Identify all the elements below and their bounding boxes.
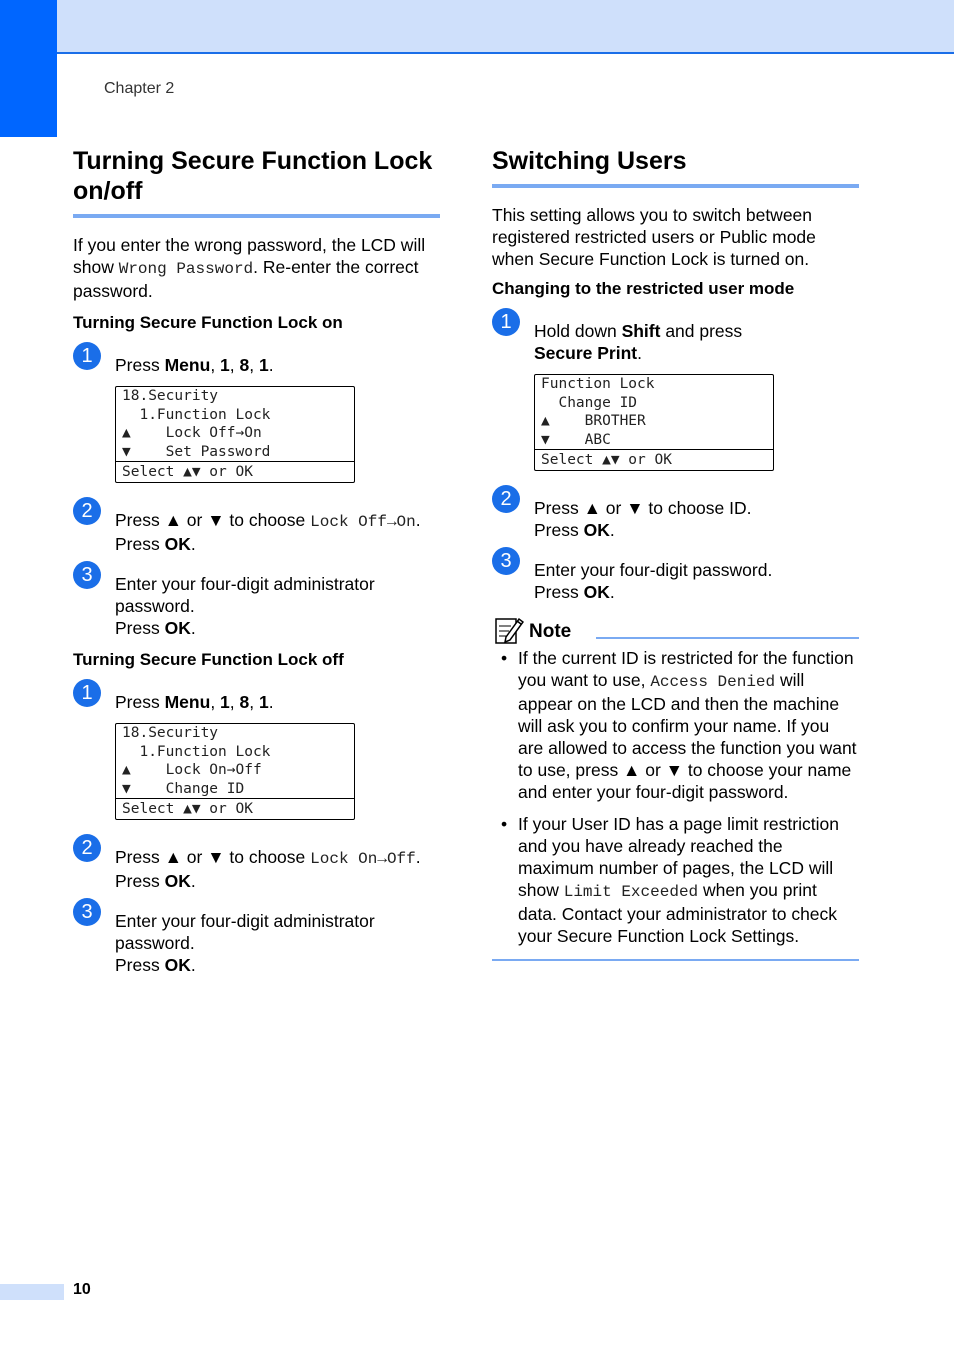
right-column xyxy=(492,146,859,961)
key-ok: OK xyxy=(164,534,191,554)
key-secure-print: Secure Print xyxy=(534,343,638,363)
step-end: . xyxy=(190,871,196,891)
note-list xyxy=(492,647,859,947)
key-ok: OK xyxy=(164,871,191,891)
note-item xyxy=(492,647,859,803)
lcd-row: Function Lock xyxy=(541,376,655,392)
step-off-2 xyxy=(73,837,440,892)
chapter-label: Chapter 2 xyxy=(104,80,175,97)
step-text: Enter your four-digit administrator password. xyxy=(115,574,375,616)
lcd-row: ▲ Lock On→Off xyxy=(122,762,262,778)
lcd-row: 1.Function Lock xyxy=(122,743,271,760)
key: 8 xyxy=(239,692,250,712)
step-end: . xyxy=(268,692,274,712)
key: 1 xyxy=(220,355,230,375)
note-box xyxy=(492,615,859,961)
step-text: Press xyxy=(115,534,165,554)
step-number: 2 xyxy=(73,497,101,525)
heading-restricted-mode: Changing to the restricted user mode xyxy=(492,279,795,298)
step-text: Press ▲ or ▼ to choose xyxy=(115,510,311,530)
step-number: 1 xyxy=(73,679,101,707)
left-column xyxy=(73,146,440,976)
step-text: Press ▲ or ▼ to choose ID. xyxy=(534,498,752,518)
step-on-1 xyxy=(73,345,440,376)
sep: , xyxy=(210,692,221,712)
note-text: If your User ID has a page limit restriction and you have already reached the maximum number of pages, the LCD will show xyxy=(518,814,839,900)
step-number: 1 xyxy=(73,342,101,370)
step-text: Press xyxy=(115,355,165,375)
lcd-row: ▲ BROTHER xyxy=(541,413,646,429)
lcd-row: Change ID xyxy=(541,394,638,411)
section-title-switching-users: Switching Users xyxy=(492,146,859,188)
note-end-rule xyxy=(492,959,859,961)
step-switch-2 xyxy=(492,488,859,541)
step-number: 3 xyxy=(73,561,101,589)
step-text: Press xyxy=(534,520,584,540)
section-title-lock-onoff: Turning Secure Function Lock on/off xyxy=(73,146,440,218)
note-text: If the current ID is restricted for the function you want to use, xyxy=(518,648,854,690)
lcd-row: 18.Security xyxy=(122,725,219,741)
step-text: Enter your four-digit password. xyxy=(534,560,773,580)
lcd-row: 1.Function Lock xyxy=(122,406,271,423)
key-ok: OK xyxy=(164,955,191,975)
lcd-display-switch xyxy=(534,374,774,471)
header-band xyxy=(0,0,954,54)
step-end: . xyxy=(190,955,196,975)
step-number: 1 xyxy=(492,308,520,336)
key: 8 xyxy=(239,355,250,375)
sep: , xyxy=(229,355,240,375)
note-rule xyxy=(596,637,859,639)
note-item xyxy=(492,813,859,947)
step-end: . xyxy=(609,520,615,540)
key-ok: OK xyxy=(164,618,191,638)
heading-lock-on: Turning Secure Function Lock on xyxy=(73,313,343,332)
lcd-display-off xyxy=(115,723,355,820)
step-number: 3 xyxy=(492,547,520,575)
chapter-tab-block xyxy=(0,0,57,137)
step-mono: Lock Off→On xyxy=(310,513,416,531)
step-text: Enter your four-digit administrator password. xyxy=(115,911,375,953)
step-end: . xyxy=(415,510,421,530)
key-ok: OK xyxy=(583,520,610,540)
page-number: 10 xyxy=(73,1281,91,1298)
key: 1 xyxy=(258,692,269,712)
step-end: . xyxy=(190,534,196,554)
sep: , xyxy=(229,692,240,712)
note-text: will appear on the LCD and then the machine will ask you to confirm your name. If you are allowed to access the function you want to use, press ▲ or ▼ to choose your name and enter your four-digit password. xyxy=(518,670,857,802)
lcd-display-on xyxy=(115,386,355,483)
step-switch-3 xyxy=(492,550,859,603)
intro-paragraph xyxy=(73,234,440,302)
step-end: . xyxy=(190,618,196,638)
lcd-row: ▼ ABC xyxy=(541,431,611,448)
key: 1 xyxy=(220,692,230,712)
step-text: Press ▲ or ▼ to choose xyxy=(115,847,311,867)
step-number: 3 xyxy=(73,898,101,926)
key: 1 xyxy=(258,355,269,375)
lcd-row: ▼ Change ID xyxy=(122,780,245,797)
lcd-row: ▲ Lock Off→On xyxy=(122,425,262,441)
key-menu: Menu xyxy=(164,692,211,712)
sep: , xyxy=(249,692,259,712)
step-number: 2 xyxy=(492,485,520,513)
note-text: when you print data. Contact your administrator to check your Secure Function Lock Settings. xyxy=(518,880,838,946)
step-number: 2 xyxy=(73,834,101,862)
step-off-1 xyxy=(73,682,440,713)
lcd-row: 18.Security xyxy=(122,388,219,404)
intro-text: If you enter the wrong password, the LCD will show xyxy=(73,235,426,277)
step-on-3 xyxy=(73,564,440,639)
note-mono: Limit Exceeded xyxy=(563,883,699,901)
sep: , xyxy=(210,355,221,375)
step-on-2 xyxy=(73,500,440,555)
note-header xyxy=(492,615,859,647)
step-text: Hold down xyxy=(534,321,622,341)
heading-lock-off: Turning Secure Function Lock off xyxy=(73,650,344,669)
intro-mono: Wrong Password xyxy=(118,260,254,278)
note-title: Note xyxy=(529,621,572,642)
step-text: Press xyxy=(534,582,584,602)
step-text: Press xyxy=(115,955,165,975)
lcd-footer: Select ▲▼ or OK xyxy=(116,461,354,482)
key-ok: OK xyxy=(583,582,610,602)
step-mono: Lock On→Off xyxy=(310,850,416,868)
note-mono: Access Denied xyxy=(650,673,776,691)
step-switch-1 xyxy=(492,311,859,364)
step-text: and press xyxy=(660,321,743,341)
page-number-tab xyxy=(0,1284,64,1300)
lcd-footer: Select ▲▼ or OK xyxy=(116,798,354,819)
step-end: . xyxy=(609,582,615,602)
step-text: Press xyxy=(115,618,165,638)
key-shift: Shift xyxy=(621,321,661,341)
step-end: . xyxy=(268,355,274,375)
note-pencil-icon xyxy=(494,615,524,645)
intro-text-end: . Re-enter the correct password. xyxy=(73,257,419,301)
key-menu: Menu xyxy=(164,355,211,375)
lcd-row: ▼ Set Password xyxy=(122,443,271,460)
step-text: Press xyxy=(115,871,165,891)
step-text: Press xyxy=(115,692,165,712)
switching-intro: This setting allows you to switch between registered restricted users or Public mode when Secure Function Lock is turned on. xyxy=(492,205,816,269)
sep: , xyxy=(249,355,259,375)
step-end: . xyxy=(415,847,421,867)
step-off-3 xyxy=(73,901,440,976)
step-end: . xyxy=(637,343,642,363)
lcd-footer: Select ▲▼ or OK xyxy=(535,449,773,470)
